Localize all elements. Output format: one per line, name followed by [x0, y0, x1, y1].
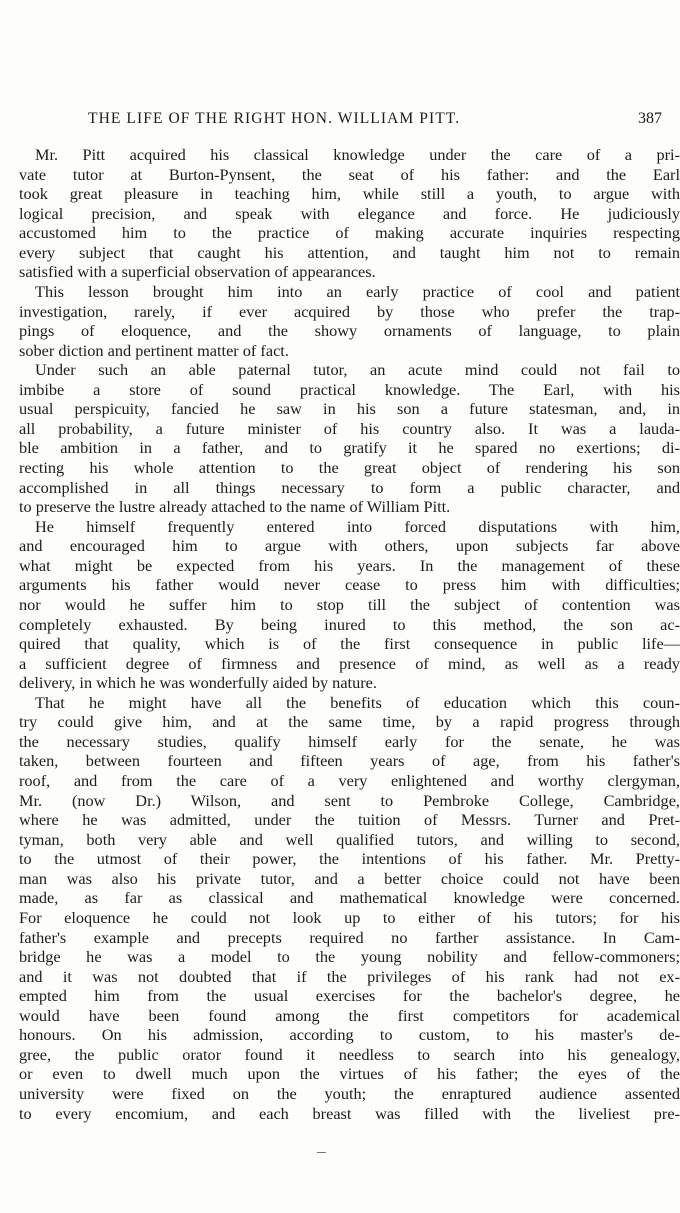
text-line: pings of eloquence, and the showy ornaments of language, to plain — [19, 321, 680, 341]
text-line: a sufficient degree of firmness and presence of mind, as well as a ready — [19, 653, 680, 673]
text-line: roof, and from the care of a very enlightened and worthy clergyman, — [19, 771, 680, 790]
text-line: taken, between fourteen and fifteen years of age, from his father's — [19, 751, 680, 771]
text-line: vate tutor at Burton-Pynsent, the seat of his father: and the Earl — [19, 164, 680, 184]
text-line: imbibe a store of sound practical knowledge. The Earl, with his — [19, 379, 680, 399]
body-text — [19, 145, 680, 1123]
text-line: to the utmost of their power, the intentions of his father. Mr. Pretty- — [19, 849, 680, 869]
text-line: university were fixed on the youth; the enraptured audience assented — [19, 1084, 680, 1103]
text-line: and it was not doubted that if the privileges of his rank had not ex- — [19, 966, 680, 986]
text-line: satisfied with a superficial observation of appearances. — [19, 262, 376, 282]
page-number: 387 — [638, 110, 662, 127]
text-line: honours. On his admission, according to custom, to his master's de- — [19, 1025, 680, 1045]
running-title: THE LIFE OF THE RIGHT HON. WILLIAM PITT. — [88, 110, 461, 127]
text-line: sober diction and pertinent matter of fact. — [19, 340, 289, 360]
text-line: father's example and precepts required no farther assistance. In Cam- — [19, 927, 680, 947]
text-line: where he was admitted, under the tuition of Messrs. Turner and Pret- — [19, 810, 680, 830]
text-line: made, as far as classical and mathematical knowledge were concerned. — [19, 888, 680, 908]
text-line: For eloquence he could not look up to either of his tutors; for his — [19, 907, 680, 927]
text-line: ble ambition in a father, and to gratify it he spared no exertions; di- — [19, 438, 680, 458]
text-line: every subject that caught his attention, and taught him not to remain — [19, 242, 680, 262]
text-line: bridge he was a model to the young nobility and fellow-commoners; — [19, 947, 680, 967]
text-line: This lesson brought him into an early practice of cool and patient — [35, 281, 680, 301]
text-line: logical precision, and speak with elegance and force. He judiciously — [19, 203, 680, 223]
text-line: or even to dwell much upon the virtues of his father; the eyes of the — [19, 1064, 680, 1084]
text-line: arguments his father would never cease to press him with difficulties; — [19, 575, 680, 595]
text-line: investigation, rarely, if ever acquired by those who prefer the trap- — [19, 301, 680, 321]
page-header — [88, 106, 664, 132]
text-line: to preserve the lustre already attached to the name of William Pitt. — [19, 497, 451, 517]
text-line: He himself frequently entered into forced disputations with him, — [35, 516, 680, 536]
text-line: to every encomium, and each breast was filled with the liveliest pre- — [19, 1103, 680, 1123]
text-line: completely exhausted. By being inured to this method, the son ac- — [19, 614, 680, 634]
text-line: tyman, both very able and well qualified tutors, and willing to second, — [19, 829, 680, 849]
text-line: and encouraged him to argue with others, upon subjects far above — [19, 536, 680, 556]
text-line: what might be expected from his years. In the management of these — [19, 555, 680, 575]
text-line: accustomed him to the practice of making accurate inquiries respecting — [19, 223, 680, 243]
text-line: nor would he suffer him to stop till the subject of contention was — [19, 594, 680, 614]
text-line: Under such an able paternal tutor, an acute mind could not fail to — [35, 360, 680, 380]
text-line: That he might have all the benefits of education which this coun- — [35, 692, 680, 712]
text-line: the necessary studies, qualify himself early for the senate, he was — [19, 731, 680, 751]
text-line: man was also his private tutor, and a better choice could not have been — [19, 868, 680, 888]
text-line: try could give him, and at the same time, by a rapid progress through — [19, 712, 680, 732]
text-line: accomplished in all things necessary to form a public character, and — [19, 477, 680, 497]
text-line: recting his whole attention to the great object of rendering his son — [19, 458, 680, 477]
text-line: all probability, a future minister of his country also. It was a lauda- — [19, 418, 680, 438]
text-line: would have been found among the first competitors for academical — [19, 1005, 680, 1025]
text-line: gree, the public orator found it needless to search into his genealogy, — [19, 1044, 680, 1064]
text-line: usual perspicuity, fancied he saw in his son a future statesman, and, in — [19, 399, 680, 419]
text-line: Mr. (now Dr.) Wilson, and sent to Pembroke College, Cambridge, — [19, 790, 680, 810]
text-line: delivery, in which he was wonderfully aided by nature. — [19, 673, 377, 693]
text-line: Mr. Pitt acquired his classical knowledge under the care of a pri- — [35, 145, 680, 164]
text-line: quired that quality, which is of the first consequence in public life— — [19, 634, 680, 654]
text-line: took great pleasure in teaching him, while still a youth, to argue with — [19, 184, 680, 204]
footer-mark — [317, 1152, 326, 1153]
text-line: empted him from the usual exercises for the bachelor's degree, he — [19, 986, 680, 1006]
